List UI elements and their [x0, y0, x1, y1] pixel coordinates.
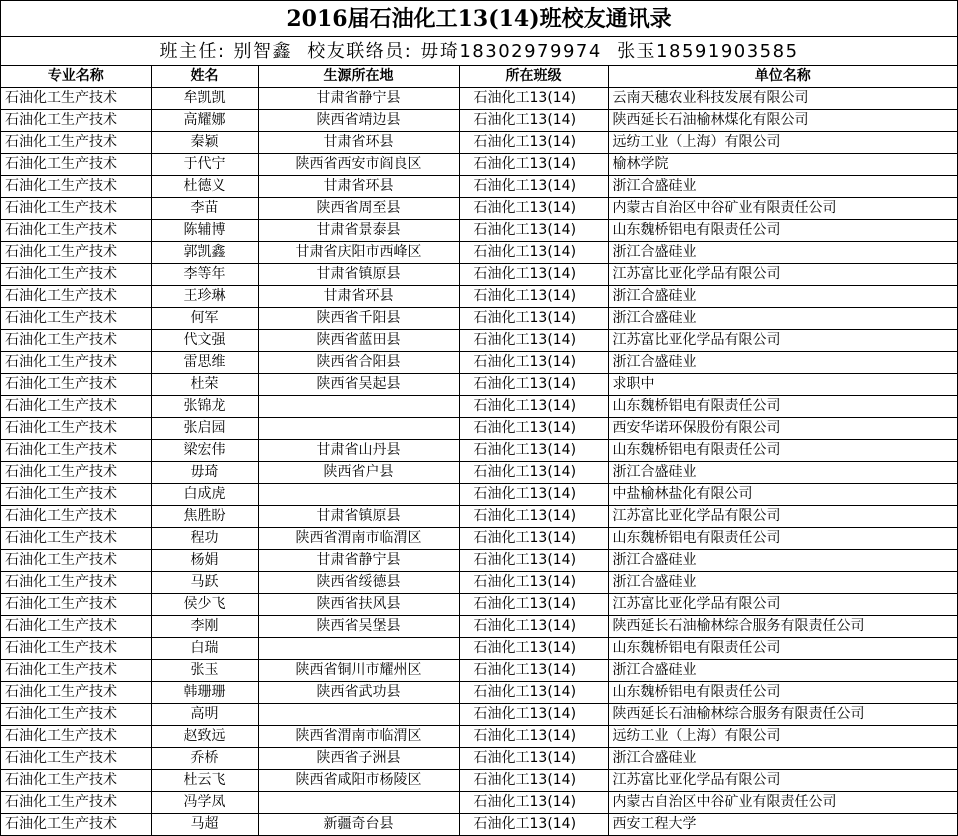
contact-1: 毋琦18302979974 — [420, 41, 602, 62]
cell-class: 石油化工13(14) — [459, 176, 608, 198]
cell-origin: 甘肃省景泰县 — [258, 220, 459, 242]
table-row — [1, 352, 957, 374]
cell-class: 石油化工13(14) — [459, 198, 608, 220]
table-row — [1, 682, 957, 704]
cell-major: 石油化工生产技术 — [1, 220, 151, 242]
table-row — [1, 154, 957, 176]
table-row — [1, 264, 957, 286]
cell-name: 赵致远 — [151, 726, 258, 748]
cell-origin: 甘肃省环县 — [258, 286, 459, 308]
cell-class: 石油化工13(14) — [459, 374, 608, 396]
table-row — [1, 242, 957, 264]
cell-class: 石油化工13(14) — [459, 572, 608, 594]
cell-unit: 江苏富比亚化学品有限公司 — [608, 330, 957, 352]
cell-class: 石油化工13(14) — [459, 286, 608, 308]
cell-origin — [258, 396, 459, 418]
cell-unit: 陕西延长石油榆林综合服务有限责任公司 — [608, 616, 957, 638]
table-row — [1, 462, 957, 484]
cell-origin: 甘肃省镇原县 — [258, 264, 459, 286]
cell-class: 石油化工13(14) — [459, 594, 608, 616]
cell-origin — [258, 418, 459, 440]
table-row — [1, 220, 957, 242]
cell-origin: 陕西省子洲县 — [258, 748, 459, 770]
cell-origin: 新疆奇台县 — [258, 814, 459, 836]
cell-class: 石油化工13(14) — [459, 770, 608, 792]
cell-name: 白瑞 — [151, 638, 258, 660]
cell-unit: 山东魏桥铝电有限责任公司 — [608, 638, 957, 660]
cell-major: 石油化工生产技术 — [1, 462, 151, 484]
cell-origin: 甘肃省环县 — [258, 176, 459, 198]
cell-major: 石油化工生产技术 — [1, 506, 151, 528]
cell-major: 石油化工生产技术 — [1, 682, 151, 704]
cell-unit: 云南天穗农业科技发展有限公司 — [608, 88, 957, 110]
cell-unit: 山东魏桥铝电有限责任公司 — [608, 528, 957, 550]
cell-name: 张玉 — [151, 660, 258, 682]
cell-unit: 榆林学院 — [608, 154, 957, 176]
cell-name: 韩珊珊 — [151, 682, 258, 704]
cell-origin: 甘肃省庆阳市西峰区 — [258, 242, 459, 264]
cell-class: 石油化工13(14) — [459, 440, 608, 462]
cell-class: 石油化工13(14) — [459, 132, 608, 154]
table-row — [1, 484, 957, 506]
cell-unit: 远纺工业（上海）有限公司 — [608, 726, 957, 748]
cell-origin: 陕西省渭南市临渭区 — [258, 726, 459, 748]
cell-unit: 浙江合盛硅业 — [608, 308, 957, 330]
cell-name: 侯少飞 — [151, 594, 258, 616]
cell-unit: 远纺工业（上海）有限公司 — [608, 132, 957, 154]
cell-major: 石油化工生产技术 — [1, 792, 151, 814]
cell-unit: 浙江合盛硅业 — [608, 242, 957, 264]
cell-major: 石油化工生产技术 — [1, 550, 151, 572]
cell-name: 高明 — [151, 704, 258, 726]
table-body — [1, 88, 957, 836]
cell-class: 石油化工13(14) — [459, 550, 608, 572]
table-row — [1, 198, 957, 220]
cell-name: 李苗 — [151, 198, 258, 220]
cell-origin: 陕西省合阳县 — [258, 352, 459, 374]
cell-major: 石油化工生产技术 — [1, 264, 151, 286]
header-origin: 生源所在地 — [258, 66, 459, 88]
cell-name: 杜云飞 — [151, 770, 258, 792]
cell-major: 石油化工生产技术 — [1, 528, 151, 550]
cell-origin: 甘肃省环县 — [258, 132, 459, 154]
cell-name: 张启园 — [151, 418, 258, 440]
cell-origin: 陕西省铜川市耀州区 — [258, 660, 459, 682]
cell-origin: 陕西省扶风县 — [258, 594, 459, 616]
cell-major: 石油化工生产技术 — [1, 132, 151, 154]
cell-unit: 江苏富比亚化学品有限公司 — [608, 264, 957, 286]
cell-unit: 陕西延长石油榆林综合服务有限责任公司 — [608, 704, 957, 726]
cell-major: 石油化工生产技术 — [1, 572, 151, 594]
cell-class: 石油化工13(14) — [459, 88, 608, 110]
cell-class: 石油化工13(14) — [459, 660, 608, 682]
cell-name: 梁宏伟 — [151, 440, 258, 462]
table-row — [1, 396, 957, 418]
table-row — [1, 132, 957, 154]
table-row — [1, 726, 957, 748]
cell-unit: 浙江合盛硅业 — [608, 748, 957, 770]
cell-class: 石油化工13(14) — [459, 154, 608, 176]
cell-name: 白成虎 — [151, 484, 258, 506]
cell-name: 李刚 — [151, 616, 258, 638]
cell-class: 石油化工13(14) — [459, 330, 608, 352]
table-row — [1, 572, 957, 594]
cell-name: 陈辅博 — [151, 220, 258, 242]
cell-name: 秦颖 — [151, 132, 258, 154]
cell-major: 石油化工生产技术 — [1, 616, 151, 638]
cell-class: 石油化工13(14) — [459, 484, 608, 506]
cell-origin: 甘肃省静宁县 — [258, 550, 459, 572]
cell-unit: 求职中 — [608, 374, 957, 396]
cell-name: 高耀娜 — [151, 110, 258, 132]
cell-name: 马超 — [151, 814, 258, 836]
cell-name: 杜荣 — [151, 374, 258, 396]
cell-unit: 江苏富比亚化学品有限公司 — [608, 506, 957, 528]
cell-unit: 陕西延长石油榆林煤化有限公司 — [608, 110, 957, 132]
cell-name: 杨娟 — [151, 550, 258, 572]
cell-origin — [258, 638, 459, 660]
cell-origin: 陕西省渭南市临渭区 — [258, 528, 459, 550]
cell-class: 石油化工13(14) — [459, 528, 608, 550]
cell-unit: 浙江合盛硅业 — [608, 176, 957, 198]
table-row — [1, 88, 957, 110]
cell-unit: 浙江合盛硅业 — [608, 462, 957, 484]
cell-major: 石油化工生产技术 — [1, 440, 151, 462]
cell-major: 石油化工生产技术 — [1, 88, 151, 110]
cell-major: 石油化工生产技术 — [1, 176, 151, 198]
cell-major: 石油化工生产技术 — [1, 418, 151, 440]
contact-2: 张玉18591903585 — [617, 41, 799, 62]
table-row — [1, 792, 957, 814]
cell-origin: 陕西省千阳县 — [258, 308, 459, 330]
cell-name: 杜德义 — [151, 176, 258, 198]
cell-class: 石油化工13(14) — [459, 682, 608, 704]
cell-class: 石油化工13(14) — [459, 726, 608, 748]
cell-name: 于代宁 — [151, 154, 258, 176]
table-row — [1, 594, 957, 616]
cell-origin — [258, 704, 459, 726]
cell-origin: 陕西省咸阳市杨陵区 — [258, 770, 459, 792]
cell-class: 石油化工13(14) — [459, 242, 608, 264]
cell-unit: 西安工程大学 — [608, 814, 957, 836]
cell-origin: 甘肃省山丹县 — [258, 440, 459, 462]
table-row — [1, 418, 957, 440]
cell-major: 石油化工生产技术 — [1, 748, 151, 770]
cell-origin: 陕西省吴堡县 — [258, 616, 459, 638]
cell-major: 石油化工生产技术 — [1, 110, 151, 132]
cell-class: 石油化工13(14) — [459, 352, 608, 374]
cell-major: 石油化工生产技术 — [1, 704, 151, 726]
cell-major: 石油化工生产技术 — [1, 770, 151, 792]
contact-label: 校友联络员: — [307, 41, 413, 62]
cell-name: 牟凯凯 — [151, 88, 258, 110]
cell-name: 代文强 — [151, 330, 258, 352]
cell-class: 石油化工13(14) — [459, 638, 608, 660]
cell-class: 石油化工13(14) — [459, 110, 608, 132]
table-row — [1, 814, 957, 836]
header-unit: 单位名称 — [608, 66, 957, 88]
cell-major: 石油化工生产技术 — [1, 198, 151, 220]
cell-major: 石油化工生产技术 — [1, 308, 151, 330]
table-row — [1, 748, 957, 770]
header-major: 专业名称 — [1, 66, 151, 88]
cell-major: 石油化工生产技术 — [1, 396, 151, 418]
cell-class: 石油化工13(14) — [459, 814, 608, 836]
cell-class: 石油化工13(14) — [459, 220, 608, 242]
cell-name: 冯学凤 — [151, 792, 258, 814]
header-class: 所在班级 — [459, 66, 608, 88]
cell-origin: 甘肃省静宁县 — [258, 88, 459, 110]
cell-unit: 浙江合盛硅业 — [608, 352, 957, 374]
cell-major: 石油化工生产技术 — [1, 242, 151, 264]
cell-major: 石油化工生产技术 — [1, 638, 151, 660]
table-row — [1, 308, 957, 330]
table-row — [1, 374, 957, 396]
cell-unit: 西安华诺环保股份有限公司 — [608, 418, 957, 440]
cell-class: 石油化工13(14) — [459, 616, 608, 638]
cell-class: 石油化工13(14) — [459, 748, 608, 770]
table-row — [1, 330, 957, 352]
table-row — [1, 110, 957, 132]
table-row — [1, 528, 957, 550]
cell-class: 石油化工13(14) — [459, 704, 608, 726]
cell-name: 程功 — [151, 528, 258, 550]
cell-unit: 浙江合盛硅业 — [608, 660, 957, 682]
table-row — [1, 286, 957, 308]
header-row — [1, 66, 957, 88]
cell-unit: 浙江合盛硅业 — [608, 550, 957, 572]
cell-unit: 浙江合盛硅业 — [608, 286, 957, 308]
cell-class: 石油化工13(14) — [459, 792, 608, 814]
table-row — [1, 506, 957, 528]
cell-major: 石油化工生产技术 — [1, 352, 151, 374]
cell-name: 郭凯鑫 — [151, 242, 258, 264]
cell-name: 雷思维 — [151, 352, 258, 374]
teacher-label: 班主任: — [159, 41, 226, 62]
cell-major: 石油化工生产技术 — [1, 484, 151, 506]
teacher-name: 别智鑫 — [233, 41, 293, 62]
cell-major: 石油化工生产技术 — [1, 154, 151, 176]
alumni-table — [1, 66, 957, 836]
cell-origin: 陕西省周至县 — [258, 198, 459, 220]
header-name: 姓名 — [151, 66, 258, 88]
cell-unit: 中盐榆林盐化有限公司 — [608, 484, 957, 506]
subtitle-bar — [1, 37, 957, 66]
cell-origin: 陕西省户县 — [258, 462, 459, 484]
cell-major: 石油化工生产技术 — [1, 594, 151, 616]
cell-class: 石油化工13(14) — [459, 308, 608, 330]
cell-class: 石油化工13(14) — [459, 396, 608, 418]
cell-major: 石油化工生产技术 — [1, 726, 151, 748]
cell-origin: 陕西省蓝田县 — [258, 330, 459, 352]
cell-major: 石油化工生产技术 — [1, 330, 151, 352]
cell-name: 王珍琳 — [151, 286, 258, 308]
table-row — [1, 440, 957, 462]
cell-origin: 陕西省西安市阎良区 — [258, 154, 459, 176]
cell-origin — [258, 484, 459, 506]
table-row — [1, 704, 957, 726]
cell-name: 何军 — [151, 308, 258, 330]
cell-origin: 陕西省靖边县 — [258, 110, 459, 132]
table-row — [1, 638, 957, 660]
table-row — [1, 770, 957, 792]
cell-name: 李等年 — [151, 264, 258, 286]
cell-major: 石油化工生产技术 — [1, 814, 151, 836]
cell-unit: 内蒙古自治区中谷矿业有限责任公司 — [608, 792, 957, 814]
table-row — [1, 550, 957, 572]
cell-class: 石油化工13(14) — [459, 506, 608, 528]
cell-unit: 山东魏桥铝电有限责任公司 — [608, 220, 957, 242]
page-title: 2016届石油化工13(14)班校友通讯录 — [1, 1, 957, 37]
table-row — [1, 616, 957, 638]
cell-unit: 江苏富比亚化学品有限公司 — [608, 770, 957, 792]
cell-name: 张锦龙 — [151, 396, 258, 418]
table-row — [1, 176, 957, 198]
cell-major: 石油化工生产技术 — [1, 286, 151, 308]
cell-unit: 山东魏桥铝电有限责任公司 — [608, 396, 957, 418]
cell-unit: 江苏富比亚化学品有限公司 — [608, 594, 957, 616]
cell-origin: 陕西省武功县 — [258, 682, 459, 704]
cell-origin: 陕西省吴起县 — [258, 374, 459, 396]
cell-name: 毋琦 — [151, 462, 258, 484]
cell-origin: 陕西省绥德县 — [258, 572, 459, 594]
cell-name: 马跃 — [151, 572, 258, 594]
cell-major: 石油化工生产技术 — [1, 374, 151, 396]
table-row — [1, 660, 957, 682]
cell-name: 焦胜盼 — [151, 506, 258, 528]
cell-origin — [258, 792, 459, 814]
cell-name: 乔桥 — [151, 748, 258, 770]
cell-class: 石油化工13(14) — [459, 264, 608, 286]
cell-major: 石油化工生产技术 — [1, 660, 151, 682]
cell-unit: 山东魏桥铝电有限责任公司 — [608, 682, 957, 704]
cell-origin: 甘肃省镇原县 — [258, 506, 459, 528]
cell-class: 石油化工13(14) — [459, 462, 608, 484]
cell-unit: 山东魏桥铝电有限责任公司 — [608, 440, 957, 462]
cell-class: 石油化工13(14) — [459, 418, 608, 440]
cell-unit: 浙江合盛硅业 — [608, 572, 957, 594]
cell-unit: 内蒙古自治区中谷矿业有限责任公司 — [608, 198, 957, 220]
